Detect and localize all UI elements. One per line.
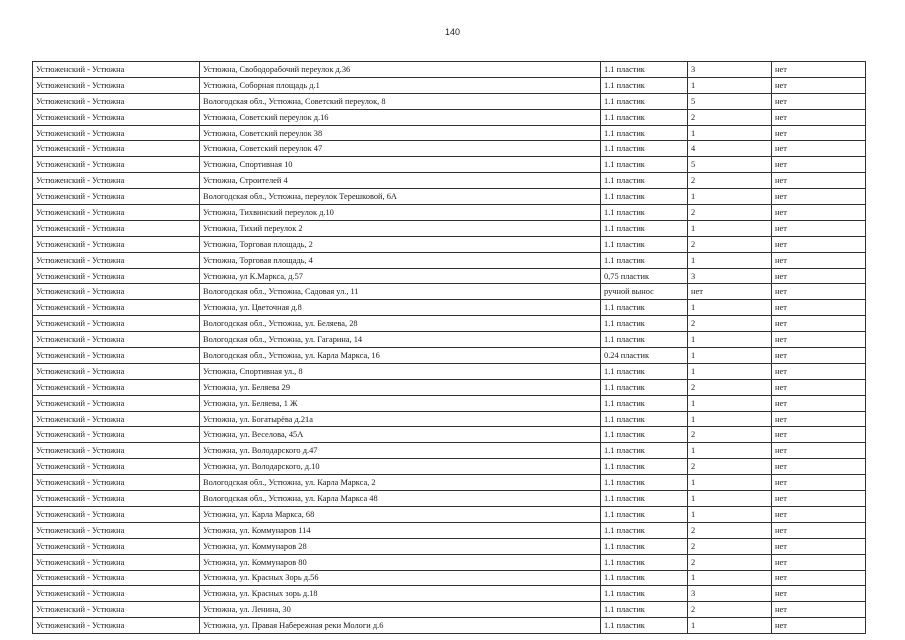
district-cell: Устюженский - Устюжна <box>33 475 200 491</box>
container-type-cell: 1.1 пластик <box>601 363 688 379</box>
table-row <box>33 427 866 443</box>
table-row <box>33 77 866 93</box>
flag-cell: нет <box>772 316 866 332</box>
address-cell: Вологодская обл., Устюжна, переулок Терешковой, 6А <box>200 189 601 205</box>
table-row <box>33 62 866 78</box>
district-cell: Устюженский - Устюжна <box>33 284 200 300</box>
container-type-cell: 1.1 пластик <box>601 554 688 570</box>
address-cell: Устюжна, ул. Володарского, д.10 <box>200 459 601 475</box>
container-type-cell: 1.1 пластик <box>601 411 688 427</box>
address-cell: Вологодская обл., Устюжна, Садовая ул., 11 <box>200 284 601 300</box>
table-row <box>33 475 866 491</box>
table-row <box>33 125 866 141</box>
container-type-cell: 1.1 пластик <box>601 618 688 634</box>
address-cell: Устюжна, Советский переулок д.16 <box>200 109 601 125</box>
flag-cell: нет <box>772 491 866 507</box>
district-cell: Устюженский - Устюжна <box>33 332 200 348</box>
table-row <box>33 522 866 538</box>
flag-cell: нет <box>772 268 866 284</box>
container-count-cell: 3 <box>688 586 772 602</box>
table-row <box>33 506 866 522</box>
table-row <box>33 586 866 602</box>
table-row <box>33 395 866 411</box>
container-count-cell: 1 <box>688 618 772 634</box>
container-count-cell: 2 <box>688 602 772 618</box>
flag-cell: нет <box>772 62 866 78</box>
container-type-cell: 1.1 пластик <box>601 141 688 157</box>
container-type-cell: 1.1 пластик <box>601 443 688 459</box>
flag-cell: нет <box>772 554 866 570</box>
container-count-cell: 1 <box>688 125 772 141</box>
table-row <box>33 491 866 507</box>
district-cell: Устюженский - Устюжна <box>33 379 200 395</box>
table-row <box>33 348 866 364</box>
flag-cell: нет <box>772 602 866 618</box>
district-cell: Устюженский - Устюжна <box>33 411 200 427</box>
container-count-cell: 2 <box>688 205 772 221</box>
container-count-cell: 1 <box>688 189 772 205</box>
container-type-cell: 1.1 пластик <box>601 109 688 125</box>
address-cell: Устюжна, ул. Богатырёва д.21а <box>200 411 601 427</box>
container-count-cell: 2 <box>688 379 772 395</box>
flag-cell: нет <box>772 348 866 364</box>
district-cell: Устюженский - Устюжна <box>33 300 200 316</box>
flag-cell: нет <box>772 506 866 522</box>
table-row <box>33 443 866 459</box>
container-type-cell: 1.1 пластик <box>601 491 688 507</box>
district-cell: Устюженский - Устюжна <box>33 93 200 109</box>
district-cell: Устюженский - Устюжна <box>33 554 200 570</box>
address-cell: Вологодская обл., Устюжна, ул. Гагарина, 14 <box>200 332 601 348</box>
district-cell: Устюженский - Устюжна <box>33 618 200 634</box>
table-row <box>33 236 866 252</box>
container-type-cell: 1.1 пластик <box>601 173 688 189</box>
table-row <box>33 554 866 570</box>
table-row <box>33 252 866 268</box>
address-cell: Устюжна, ул К.Маркса, д.57 <box>200 268 601 284</box>
container-count-cell: 4 <box>688 141 772 157</box>
district-cell: Устюженский - Устюжна <box>33 268 200 284</box>
flag-cell: нет <box>772 252 866 268</box>
container-count-cell: 2 <box>688 538 772 554</box>
container-count-cell: 2 <box>688 554 772 570</box>
table-row <box>33 411 866 427</box>
container-count-cell: 2 <box>688 522 772 538</box>
district-cell: Устюженский - Устюжна <box>33 363 200 379</box>
container-type-cell: 1.1 пластик <box>601 506 688 522</box>
district-cell: Устюженский - Устюжна <box>33 443 200 459</box>
address-cell: Устюжна, ул. Коммунаров 114 <box>200 522 601 538</box>
flag-cell: нет <box>772 220 866 236</box>
address-cell: Устюжна, Торговая площадь, 2 <box>200 236 601 252</box>
container-type-cell: 1.1 пластик <box>601 522 688 538</box>
container-type-cell: 1.1 пластик <box>601 427 688 443</box>
flag-cell: нет <box>772 427 866 443</box>
address-cell: Устюжна, ул. Беляева, 1 Ж <box>200 395 601 411</box>
address-cell: Устюжна, ул. Правая Набережная реки Мологи д.6 <box>200 618 601 634</box>
container-count-cell: 1 <box>688 491 772 507</box>
container-count-cell: 5 <box>688 93 772 109</box>
container-type-cell: 1.1 пластик <box>601 252 688 268</box>
district-cell: Устюженский - Устюжна <box>33 252 200 268</box>
address-cell: Устюжна, ул. Коммунаров 80 <box>200 554 601 570</box>
district-cell: Устюженский - Устюжна <box>33 570 200 586</box>
container-count-cell: 5 <box>688 157 772 173</box>
container-type-cell: 1.1 пластик <box>601 157 688 173</box>
container-type-cell: 1.1 пластик <box>601 236 688 252</box>
container-type-cell: 1.1 пластик <box>601 220 688 236</box>
district-cell: Устюженский - Устюжна <box>33 506 200 522</box>
table-row <box>33 141 866 157</box>
flag-cell: нет <box>772 332 866 348</box>
container-count-cell: 1 <box>688 363 772 379</box>
address-cell: Вологодская обл., Устюжна, ул. Беляева, 28 <box>200 316 601 332</box>
container-count-cell: 1 <box>688 77 772 93</box>
flag-cell: нет <box>772 411 866 427</box>
district-cell: Устюженский - Устюжна <box>33 220 200 236</box>
address-cell: Устюжна, ул. Цветочная д.8 <box>200 300 601 316</box>
table-row <box>33 189 866 205</box>
table-row <box>33 379 866 395</box>
container-count-cell: 1 <box>688 332 772 348</box>
flag-cell: нет <box>772 125 866 141</box>
container-type-cell: 1.1 пластик <box>601 93 688 109</box>
container-type-cell: 1.1 пластик <box>601 395 688 411</box>
district-cell: Устюженский - Устюжна <box>33 427 200 443</box>
page-number: 140 <box>444 27 461 37</box>
address-cell: Вологодская обл., Устюжна, Советский переулок, 8 <box>200 93 601 109</box>
district-cell: Устюженский - Устюжна <box>33 538 200 554</box>
address-cell: Устюжна, Тихвинский переулок д.10 <box>200 205 601 221</box>
container-type-cell: 1.1 пластик <box>601 300 688 316</box>
address-cell: Вологодская обл., Устюжна, ул. Карла Маркса, 16 <box>200 348 601 364</box>
container-type-cell: 1.1 пластик <box>601 538 688 554</box>
flag-cell: нет <box>772 443 866 459</box>
container-type-cell: 1.1 пластик <box>601 189 688 205</box>
address-cell: Устюжна, ул. Карла Маркса, 68 <box>200 506 601 522</box>
flag-cell: нет <box>772 395 866 411</box>
flag-cell: нет <box>772 522 866 538</box>
container-count-cell: 1 <box>688 506 772 522</box>
district-cell: Устюженский - Устюжна <box>33 316 200 332</box>
container-type-cell: 1.1 пластик <box>601 62 688 78</box>
address-cell: Устюжна, ул. Красных Зорь д.56 <box>200 570 601 586</box>
address-cell: Устюжна, Свободорабочий переулок д.36 <box>200 62 601 78</box>
district-cell: Устюженский - Устюжна <box>33 77 200 93</box>
district-cell: Устюженский - Устюжна <box>33 109 200 125</box>
flag-cell: нет <box>772 141 866 157</box>
district-cell: Устюженский - Устюжна <box>33 173 200 189</box>
district-cell: Устюженский - Устюжна <box>33 62 200 78</box>
district-cell: Устюженский - Устюжна <box>33 189 200 205</box>
flag-cell: нет <box>772 618 866 634</box>
container-type-cell: 0,75 пластик <box>601 268 688 284</box>
address-cell: Устюжна, Торговая площадь, 4 <box>200 252 601 268</box>
container-type-cell: 1.1 пластик <box>601 602 688 618</box>
table-row <box>33 538 866 554</box>
district-cell: Устюженский - Устюжна <box>33 459 200 475</box>
container-count-cell: 3 <box>688 268 772 284</box>
address-cell: Устюжна, ул. Красных зорь д.18 <box>200 586 601 602</box>
address-cell: Устюжна, Советский переулок 38 <box>200 125 601 141</box>
address-cell: Устюжна, ул. Ленина, 30 <box>200 602 601 618</box>
container-type-cell: 0.24 пластик <box>601 348 688 364</box>
container-count-cell: 1 <box>688 411 772 427</box>
address-cell: Устюжна, ул. Беляева 29 <box>200 379 601 395</box>
table-row <box>33 109 866 125</box>
district-cell: Устюженский - Устюжна <box>33 141 200 157</box>
table-row <box>33 316 866 332</box>
district-cell: Устюженский - Устюжна <box>33 236 200 252</box>
district-cell: Устюженский - Устюжна <box>33 395 200 411</box>
table-row <box>33 570 866 586</box>
flag-cell: нет <box>772 459 866 475</box>
address-cell: Вологодская обл., Устюжна, ул. Карла Маркса 48 <box>200 491 601 507</box>
container-type-cell: 1.1 пластик <box>601 459 688 475</box>
container-count-cell: 2 <box>688 173 772 189</box>
flag-cell: нет <box>772 93 866 109</box>
address-cell: Устюжна, Соборная площадь д.1 <box>200 77 601 93</box>
container-count-cell: 3 <box>688 62 772 78</box>
container-count-cell: 2 <box>688 109 772 125</box>
flag-cell: нет <box>772 284 866 300</box>
container-type-cell: 1.1 пластик <box>601 205 688 221</box>
district-cell: Устюженский - Устюжна <box>33 522 200 538</box>
container-type-cell: 1.1 пластик <box>601 475 688 491</box>
container-type-cell: 1.1 пластик <box>601 379 688 395</box>
table-row <box>33 173 866 189</box>
table-row <box>33 268 866 284</box>
table-row <box>33 332 866 348</box>
flag-cell: нет <box>772 189 866 205</box>
table-row <box>33 459 866 475</box>
table-row <box>33 602 866 618</box>
address-cell: Устюжна, Советский переулок 47 <box>200 141 601 157</box>
container-count-cell: 2 <box>688 427 772 443</box>
address-cell: Устюжна, ул. Веселова, 45А <box>200 427 601 443</box>
table-row <box>33 157 866 173</box>
table-row <box>33 93 866 109</box>
container-count-cell: 2 <box>688 459 772 475</box>
container-type-cell: 1.1 пластик <box>601 586 688 602</box>
district-cell: Устюженский - Устюжна <box>33 157 200 173</box>
flag-cell: нет <box>772 570 866 586</box>
container-count-cell: 1 <box>688 348 772 364</box>
container-count-cell: 1 <box>688 443 772 459</box>
flag-cell: нет <box>772 586 866 602</box>
container-count-cell: 2 <box>688 236 772 252</box>
district-cell: Устюженский - Устюжна <box>33 491 200 507</box>
district-cell: Устюженский - Устюжна <box>33 348 200 364</box>
container-count-cell: 1 <box>688 252 772 268</box>
flag-cell: нет <box>772 475 866 491</box>
address-cell: Устюжна, Спортивная 10 <box>200 157 601 173</box>
flag-cell: нет <box>772 109 866 125</box>
container-type-cell: 1.1 пластик <box>601 570 688 586</box>
container-count-cell: 1 <box>688 220 772 236</box>
flag-cell: нет <box>772 363 866 379</box>
container-count-cell: 1 <box>688 300 772 316</box>
flag-cell: нет <box>772 379 866 395</box>
district-cell: Устюженский - Устюжна <box>33 602 200 618</box>
table-row <box>33 300 866 316</box>
container-count-cell: нет <box>688 284 772 300</box>
district-cell: Устюженский - Устюжна <box>33 125 200 141</box>
flag-cell: нет <box>772 205 866 221</box>
address-cell: Устюжна, ул. Володарского д.47 <box>200 443 601 459</box>
container-count-cell: 1 <box>688 570 772 586</box>
flag-cell: нет <box>772 538 866 554</box>
container-count-cell: 2 <box>688 316 772 332</box>
table-row <box>33 220 866 236</box>
container-type-cell: 1.1 пластик <box>601 125 688 141</box>
flag-cell: нет <box>772 157 866 173</box>
container-type-cell: ручной вынос <box>601 284 688 300</box>
waste-sites-table <box>32 61 866 634</box>
container-count-cell: 1 <box>688 475 772 491</box>
flag-cell: нет <box>772 77 866 93</box>
flag-cell: нет <box>772 300 866 316</box>
container-type-cell: 1.1 пластик <box>601 332 688 348</box>
container-type-cell: 1.1 пластик <box>601 316 688 332</box>
table-row <box>33 205 866 221</box>
table-row <box>33 363 866 379</box>
flag-cell: нет <box>772 173 866 189</box>
district-cell: Устюженский - Устюжна <box>33 205 200 221</box>
flag-cell: нет <box>772 236 866 252</box>
container-count-cell: 1 <box>688 395 772 411</box>
table-row <box>33 284 866 300</box>
container-type-cell: 1.1 пластик <box>601 77 688 93</box>
address-cell: Устюжна, Строителей 4 <box>200 173 601 189</box>
address-cell: Устюжна, Тихий переулок 2 <box>200 220 601 236</box>
table-row <box>33 618 866 634</box>
address-cell: Устюжна, Спортивная ул., 8 <box>200 363 601 379</box>
table-body <box>33 62 866 634</box>
address-cell: Вологодская обл., Устюжна, ул. Карла Маркса, 2 <box>200 475 601 491</box>
address-cell: Устюжна, ул. Коммунаров 28 <box>200 538 601 554</box>
district-cell: Устюженский - Устюжна <box>33 586 200 602</box>
